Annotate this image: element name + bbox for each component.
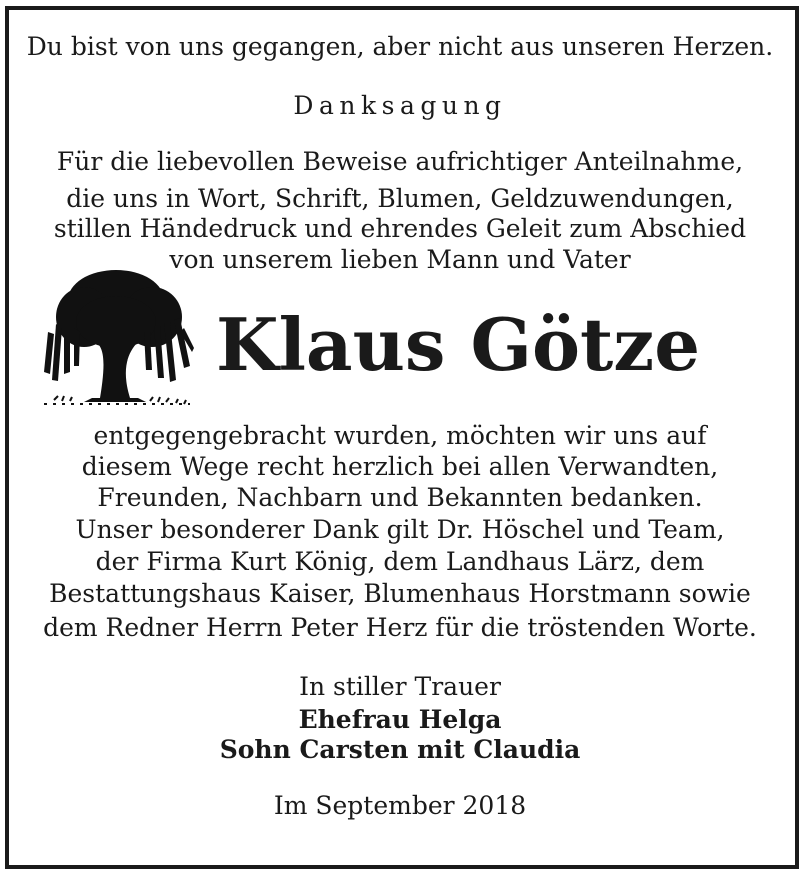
- intro-line-4: von unserem lieben Mann und Vater: [169, 245, 631, 274]
- body-line-1: entgegengebracht wurden, möchten wir uns auf: [93, 421, 707, 450]
- deceased-name: Klaus Götze: [216, 302, 700, 387]
- notice-title: Danksagung: [293, 91, 507, 120]
- body-line-2: diesem Wege recht herzlich bei allen Verwandten,: [81, 452, 719, 481]
- motto: Du bist von uns gegangen, aber nicht aus unseren Herzen.: [26, 32, 774, 61]
- mourning-text: In stiller Trauer: [299, 672, 501, 701]
- willow-tree-icon: [34, 262, 196, 408]
- intro-line-1: Für die liebevollen Beweise aufrichtiger Anteilnahme,: [56, 147, 744, 176]
- signer-wife: Ehefrau Helga: [298, 705, 502, 734]
- intro-line-2: die uns in Wort, Schrift, Blumen, Geldzuwendungen,: [66, 184, 734, 213]
- body-line-3: Freunden, Nachbarn und Bekannten bedanken.: [97, 483, 703, 512]
- body-line-7: dem Redner Herrn Peter Herz für die tröstenden Worte.: [43, 613, 757, 642]
- body-line-5: der Firma Kurt König, dem Landhaus Lärz, dem: [95, 547, 705, 576]
- intro-line-3: stillen Händedruck und ehrendes Geleit zum Abschied: [53, 214, 747, 243]
- date-line: Im September 2018: [273, 791, 527, 820]
- signer-son: Sohn Carsten mit Claudia: [219, 735, 581, 764]
- body-line-4: Unser besonderer Dank gilt Dr. Höschel und Team,: [75, 515, 725, 544]
- body-line-6: Bestattungshaus Kaiser, Blumenhaus Horstmann sowie: [49, 579, 751, 608]
